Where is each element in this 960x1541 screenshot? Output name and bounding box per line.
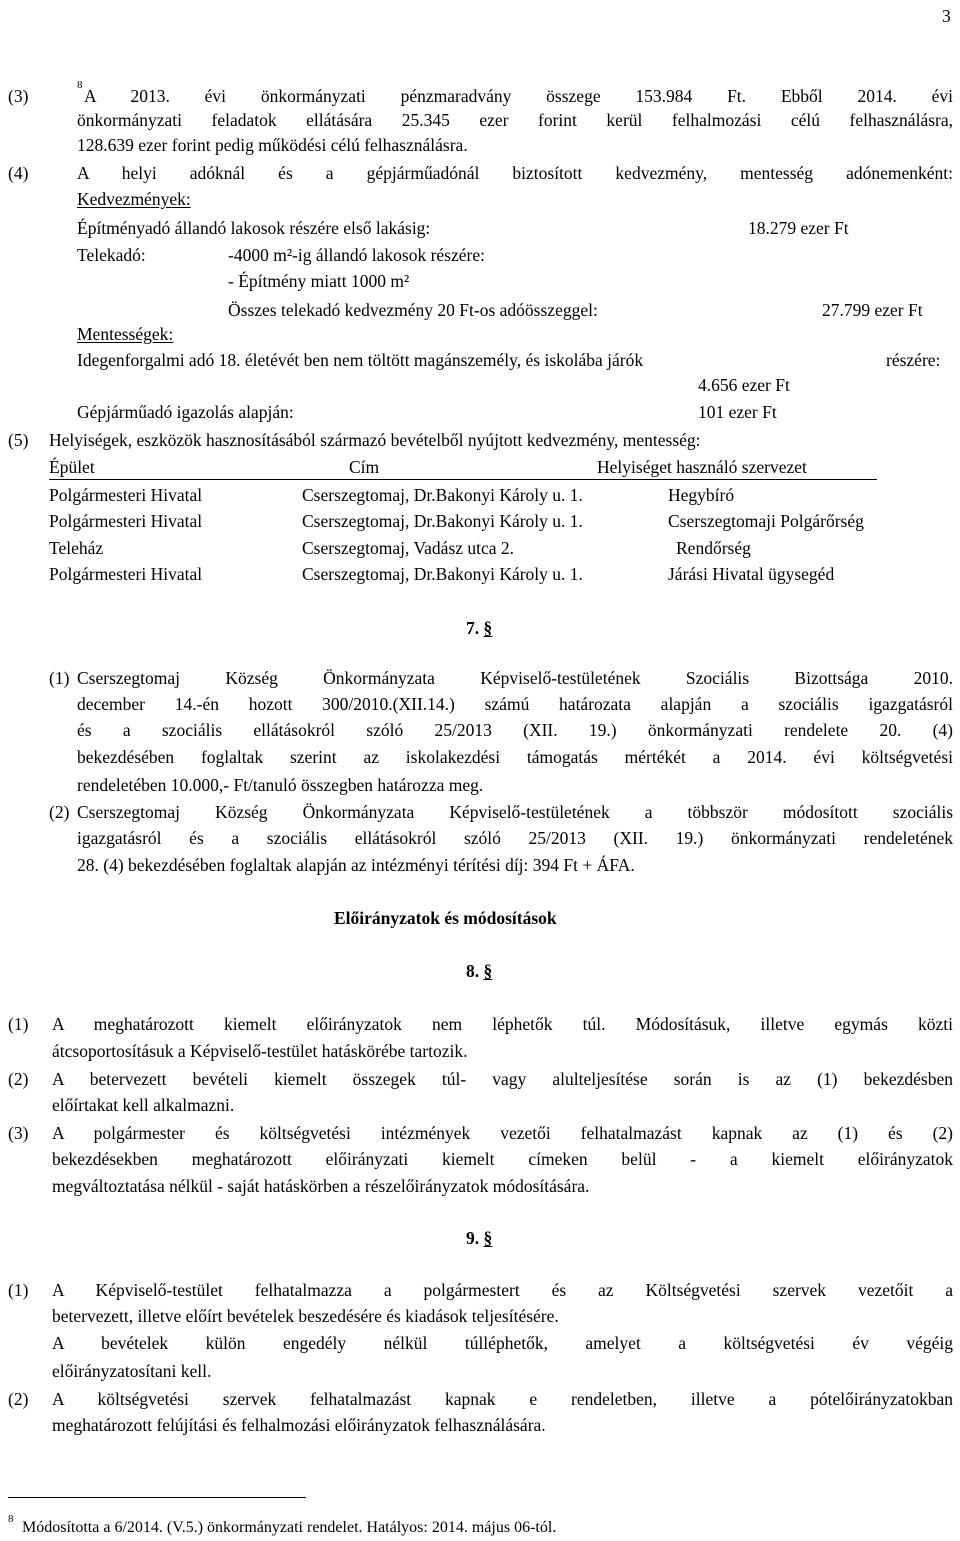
footnote-ref: 8 — [77, 79, 83, 91]
table-cell: Polgármesteri Hivatal — [49, 511, 203, 531]
paragraph-label: (1) — [8, 1014, 29, 1034]
gepjarmu-value: 101 ezer Ft — [698, 402, 777, 422]
table-cell: Járási Hivatal ügysegéd — [668, 564, 835, 584]
paragraph-label: (3) — [8, 86, 29, 106]
telekado-line: -4000 m²-ig állandó lakosok részére: — [228, 245, 485, 265]
paragraph-line: A 2013. évi önkormányzati pénzmaradvány összege 153.984 Ft. Ebből 2014. évi — [84, 86, 953, 106]
paragraph-line: igazgatásról és a szociális ellátásokról szóló 25/2013 (XII. 19.) önkormányzati rendeletének — [77, 828, 953, 848]
table-cell: Cserszegtomaj, Dr.Bakonyi Károly u. 1. — [302, 511, 583, 531]
paragraph-line: A polgármester és költségvetési intézmények vezetői felhatalmazást kapnak az (1) és (2) — [52, 1123, 953, 1143]
telekado-total-label: Összes telekadó kedvezmény 20 Ft-os adóösszeggel: — [228, 300, 598, 320]
paragraph-label: (3) — [8, 1123, 29, 1143]
mentessegek-heading: Mentességek: — [77, 324, 174, 344]
paragraph-line: önkormányzati feladatok ellátására 25.345 ezer forint kerül felhalmozási célú felhasználásra, — [77, 110, 953, 130]
table-cell: Polgármesteri Hivatal — [49, 564, 203, 584]
paragraph-line: december 14.-én hozott 300/2010.(XII.14.) számú határozata alapján a szociális igazgatásról — [77, 694, 953, 714]
paragraph-label: (4) — [8, 163, 29, 183]
paragraph-line: bekezdésében foglaltak szerint az iskolakezdési támogatás mértékét a 2014. évi költségvetési — [77, 747, 953, 767]
footnote-separator — [8, 1497, 306, 1498]
paragraph-line: Helyiségek, eszközök hasznosításából származó bevételből nyújtott kedvezmény, mentesség: — [49, 430, 701, 450]
paragraph-line: A helyi adóknál és a gépjárműadónál biztosított kedvezmény, mentesség adónemenként: — [77, 163, 953, 183]
paragraph-label: (2) — [8, 1389, 29, 1409]
paragraph-line: és a szociális ellátásokról szóló 25/2013 (XII. 19.) önkormányzati rendelete 20. (4) — [77, 720, 953, 740]
paragraph-label: (2) — [8, 1069, 29, 1089]
section-title: 9. § — [466, 1228, 493, 1248]
paragraph-line: rendeletében 10.000,- Ft/tanuló összegben határozza meg. — [77, 775, 484, 795]
column-header: Épület — [49, 457, 95, 477]
idegenforgalmi-value: 4.656 ezer Ft — [698, 375, 790, 395]
section-sign-icon: § — [483, 961, 493, 981]
idegenforgalmi-tail: részére: — [886, 350, 941, 370]
page-number: 3 — [942, 6, 951, 26]
section-title: 8. § — [466, 961, 493, 981]
column-header: Cím — [349, 457, 380, 477]
epitmenyado-label: Építményadó állandó lakosok részére első lakásig: — [77, 218, 431, 238]
paragraph-line: betervezett, illetve előírt bevételek beszedésére és kiadások teljesítésére. — [52, 1306, 559, 1326]
section-title: 7. § — [466, 618, 493, 638]
paragraph-line: A költségvetési szervek felhatalmazást kapnak e rendeletben, illetve a pótelőirányzatokban — [52, 1389, 953, 1409]
section-sign-icon: § — [483, 618, 493, 638]
table-cell: Cserszegtomaj, Dr.Bakonyi Károly u. 1. — [302, 564, 583, 584]
paragraph-line: előírtakat kell alkalmazni. — [52, 1095, 235, 1115]
paragraph-line: előirányzatosítani kell. — [52, 1361, 212, 1381]
footnote-text: Módosította a 6/2014. (V.5.) önkormányzati rendelet. Hatályos: 2014. május 06-tól. — [22, 1519, 557, 1536]
paragraph-line: meghatározott felújítási és felhalmozási előirányzatok felhasználására. — [52, 1415, 546, 1435]
epitmenyado-value: 18.279 ezer Ft — [748, 218, 849, 238]
telekado-line: - Építmény miatt 1000 m² — [228, 271, 410, 291]
paragraph-line: Cserszegtomaj Község Önkormányzata Képviselő-testületének Szociális Bizottsága 2010. — [77, 668, 953, 688]
paragraph-line: A meghatározott kiemelt előirányzatok nem léphetők túl. Módosításuk, illetve egymás közti — [52, 1014, 953, 1034]
kedvezmenyek-heading: Kedvezmények: — [77, 189, 191, 209]
gepjarmu-label: Gépjárműadó igazolás alapján: — [77, 402, 294, 422]
paragraph-label: (1) — [49, 668, 70, 688]
paragraph-line: A bevételek külön engedély nélkül túlléphetők, amelyet a költségvetési év végéig — [52, 1333, 953, 1353]
paragraph-line: A Képviselő-testület felhatalmazza a polgármestert és az Költségvetési szervek vezetőit a — [52, 1280, 953, 1300]
table-cell: Polgármesteri Hivatal — [49, 485, 203, 505]
column-header: Helyiséget használó szervezet — [597, 457, 807, 477]
footnote-number: 8 — [8, 1513, 14, 1525]
paragraph-label: (5) — [8, 430, 29, 450]
telekado-label: Telekadó: — [77, 245, 146, 265]
paragraph-line: A betervezett bevételi kiemelt összegek túl- vagy alulteljesítése során is az (1) bekezdésben — [52, 1069, 953, 1089]
paragraph-line: megváltoztatása nélkül - saját hatáskörben a részelőirányzatok módosítására. — [52, 1176, 590, 1196]
idegenforgalmi-line: Idegenforgalmi adó 18. életévét ben nem töltött magánszemély, és iskolába járók — [77, 350, 644, 370]
table-cell: Cserszegtomaji Polgárőrség — [668, 511, 864, 531]
paragraph-label: (2) — [49, 802, 70, 822]
header-underline — [49, 479, 877, 480]
section-heading: Előirányzatok és módosítások — [334, 908, 557, 928]
table-cell: Teleház — [49, 538, 104, 558]
section-sign-icon: § — [483, 1228, 493, 1248]
table-cell: Hegybíró — [668, 485, 735, 505]
telekado-total-value: 27.799 ezer Ft — [822, 300, 923, 320]
paragraph-line: bekezdésekben meghatározott előirányzati kiemelt címeken belül - a kiemelt előirányzatok — [52, 1149, 953, 1169]
paragraph-line: Cserszegtomaj Község Önkormányzata Képviselő-testületének a többször módosított szociális — [77, 802, 953, 822]
paragraph-label: (1) — [8, 1280, 29, 1300]
table-cell: Cserszegtomaj, Vadász utca 2. — [302, 538, 515, 558]
paragraph-line: átcsoportosításuk a Képviselő-testület hatáskörébe tartozik. — [52, 1041, 468, 1061]
paragraph-line: 28. (4) bekezdésében foglaltak alapján az intézményi térítési díj: 394 Ft + ÁFA. — [77, 855, 635, 875]
table-cell: Rendőrség — [676, 538, 751, 558]
table-cell: Cserszegtomaj, Dr.Bakonyi Károly u. 1. — [302, 485, 583, 505]
paragraph-line: 128.639 ezer forint pedig működési célú felhasználásra. — [77, 135, 468, 155]
